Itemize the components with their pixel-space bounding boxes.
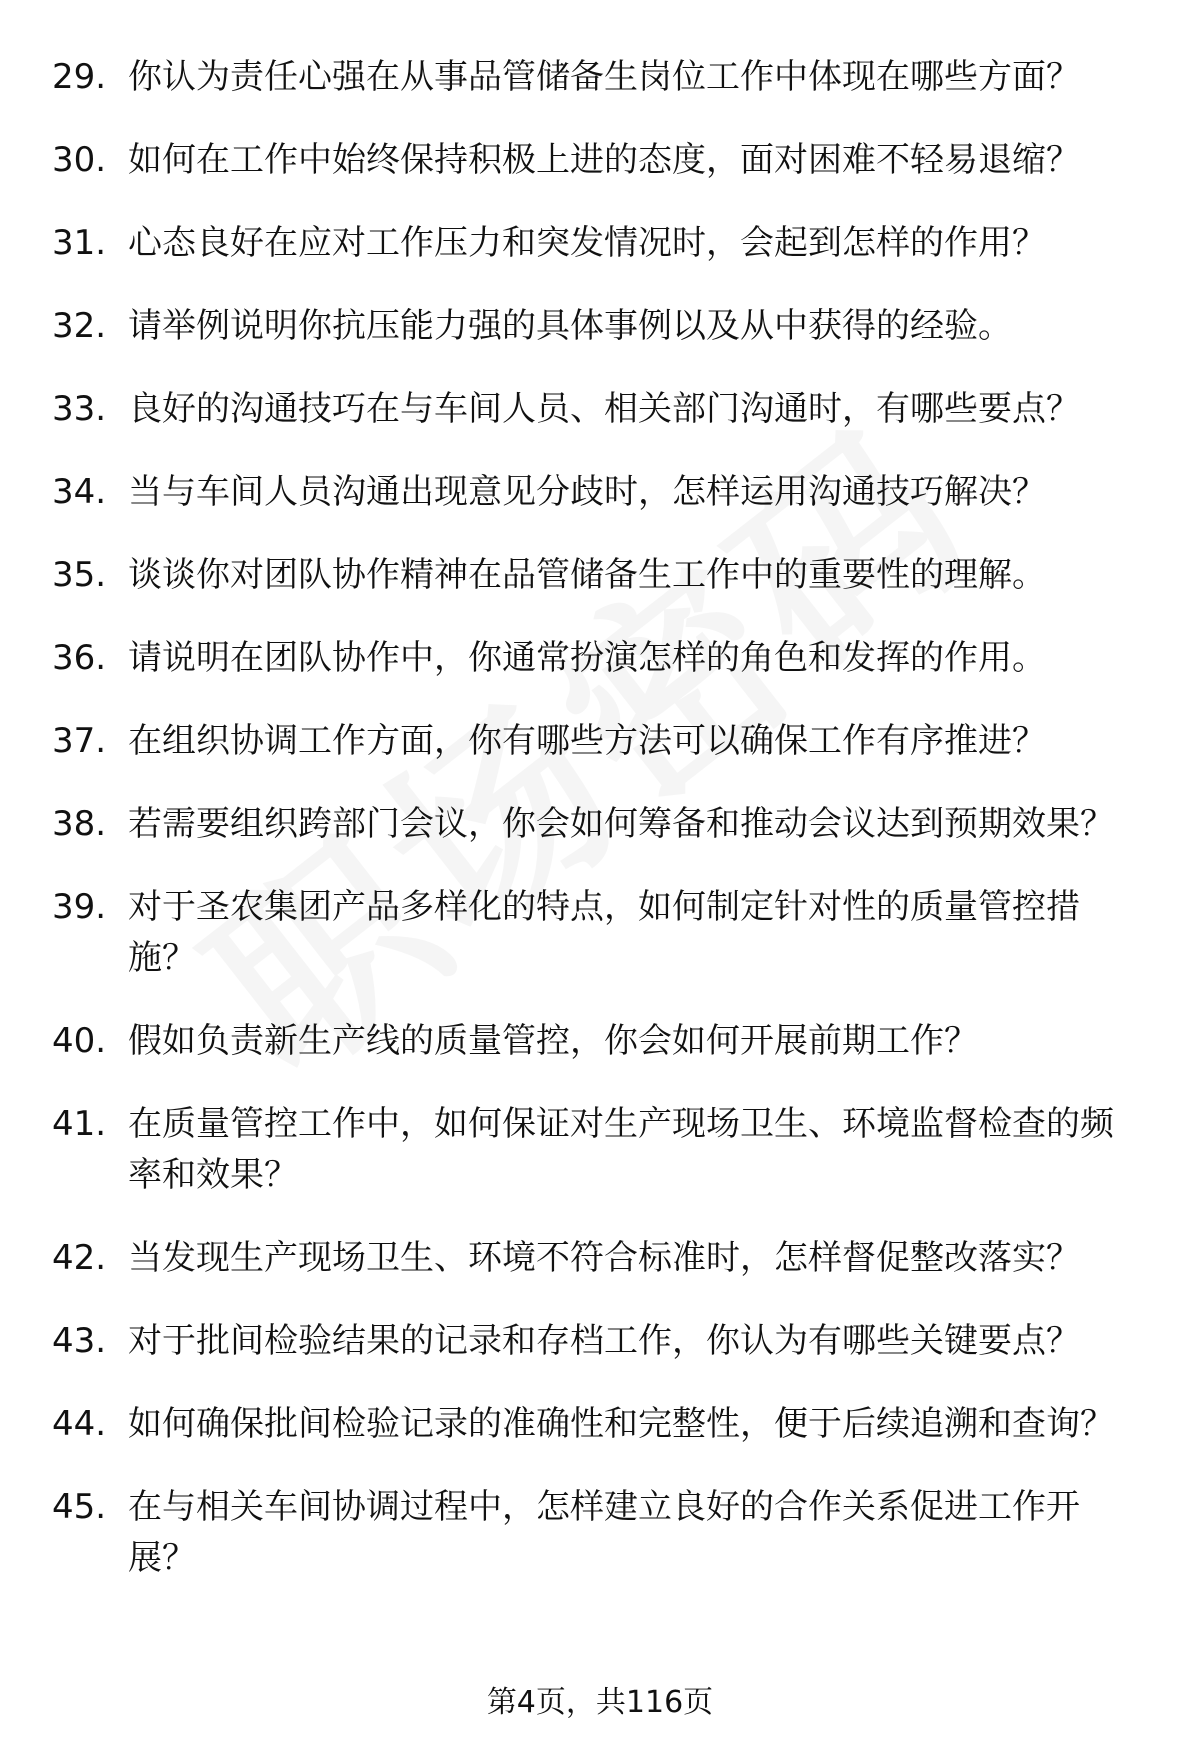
- question-number: 44.: [52, 1404, 107, 1444]
- question-text: 在质量管控工作中，如何保证对生产现场卫生、环境监督检查的频率和效果？: [128, 1104, 1114, 1195]
- question-list: [0, 52, 1200, 1616]
- question-number: 45.: [52, 1487, 107, 1527]
- question-text: 心态良好在应对工作压力和突发情况时，会起到怎样的作用？: [128, 223, 1046, 263]
- list-item: [0, 1099, 1200, 1201]
- question-text: 对于圣农集团产品多样化的特点，如何制定针对性的质量管控措施？: [128, 887, 1080, 978]
- list-item: [0, 550, 1200, 601]
- list-item: [0, 218, 1200, 269]
- list-item: [0, 1399, 1200, 1450]
- question-text: 你认为责任心强在从事品管储备生岗位工作中体现在哪些方面？: [128, 57, 1080, 97]
- list-item: [0, 1233, 1200, 1284]
- question-text: 请举例说明你抗压能力强的具体事例以及从中获得的经验。: [128, 306, 1012, 346]
- question-text: 当发现生产现场卫生、环境不符合标准时，怎样督促整改落实？: [128, 1238, 1080, 1278]
- list-item: [0, 52, 1200, 103]
- question-text: 请说明在团队协作中，你通常扮演怎样的角色和发挥的作用。: [128, 638, 1046, 678]
- question-number: 43.: [52, 1321, 107, 1361]
- list-item: [0, 467, 1200, 518]
- list-item: [0, 384, 1200, 435]
- question-number: 29.: [52, 57, 107, 97]
- list-item: [0, 135, 1200, 186]
- list-item: [0, 633, 1200, 684]
- list-item: [0, 799, 1200, 850]
- question-number: 30.: [52, 140, 107, 180]
- list-item: [0, 1482, 1200, 1584]
- question-text: 在与相关车间协调过程中，怎样建立良好的合作关系促进工作开展？: [128, 1487, 1080, 1578]
- list-item: [0, 882, 1200, 984]
- question-number: 39.: [52, 887, 107, 927]
- list-item: [0, 1316, 1200, 1367]
- question-number: 32.: [52, 306, 107, 346]
- question-text: 在组织协调工作方面，你有哪些方法可以确保工作有序推进？: [128, 721, 1046, 761]
- question-text: 如何在工作中始终保持积极上进的态度，面对困难不轻易退缩？: [128, 140, 1080, 180]
- list-item: [0, 301, 1200, 352]
- question-number: 41.: [52, 1104, 107, 1144]
- page-number-footer: 第4页，共116页: [486, 1685, 714, 1720]
- list-item: [0, 716, 1200, 767]
- question-number: 38.: [52, 804, 107, 844]
- question-text: 假如负责新生产线的质量管控，你会如何开展前期工作？: [128, 1021, 978, 1061]
- question-text: 如何确保批间检验记录的准确性和完整性，便于后续追溯和查询？: [128, 1404, 1114, 1444]
- question-number: 42.: [52, 1238, 107, 1278]
- question-text: 当与车间人员沟通出现意见分歧时，怎样运用沟通技巧解决？: [128, 472, 1046, 512]
- question-number: 40.: [52, 1021, 107, 1061]
- question-number: 34.: [52, 472, 107, 512]
- question-number: 31.: [52, 223, 107, 263]
- question-number: 36.: [52, 638, 107, 678]
- question-text: 良好的沟通技巧在与车间人员、相关部门沟通时，有哪些要点？: [128, 389, 1080, 429]
- question-number: 35.: [52, 555, 107, 595]
- question-text: 对于批间检验结果的记录和存档工作，你认为有哪些关键要点？: [128, 1321, 1080, 1361]
- question-number: 37.: [52, 721, 107, 761]
- question-number: 33.: [52, 389, 107, 429]
- question-text: 若需要组织跨部门会议，你会如何筹备和推动会议达到预期效果？: [128, 804, 1114, 844]
- question-text: 谈谈你对团队协作精神在品管储备生工作中的重要性的理解。: [128, 555, 1046, 595]
- list-item: [0, 1016, 1200, 1067]
